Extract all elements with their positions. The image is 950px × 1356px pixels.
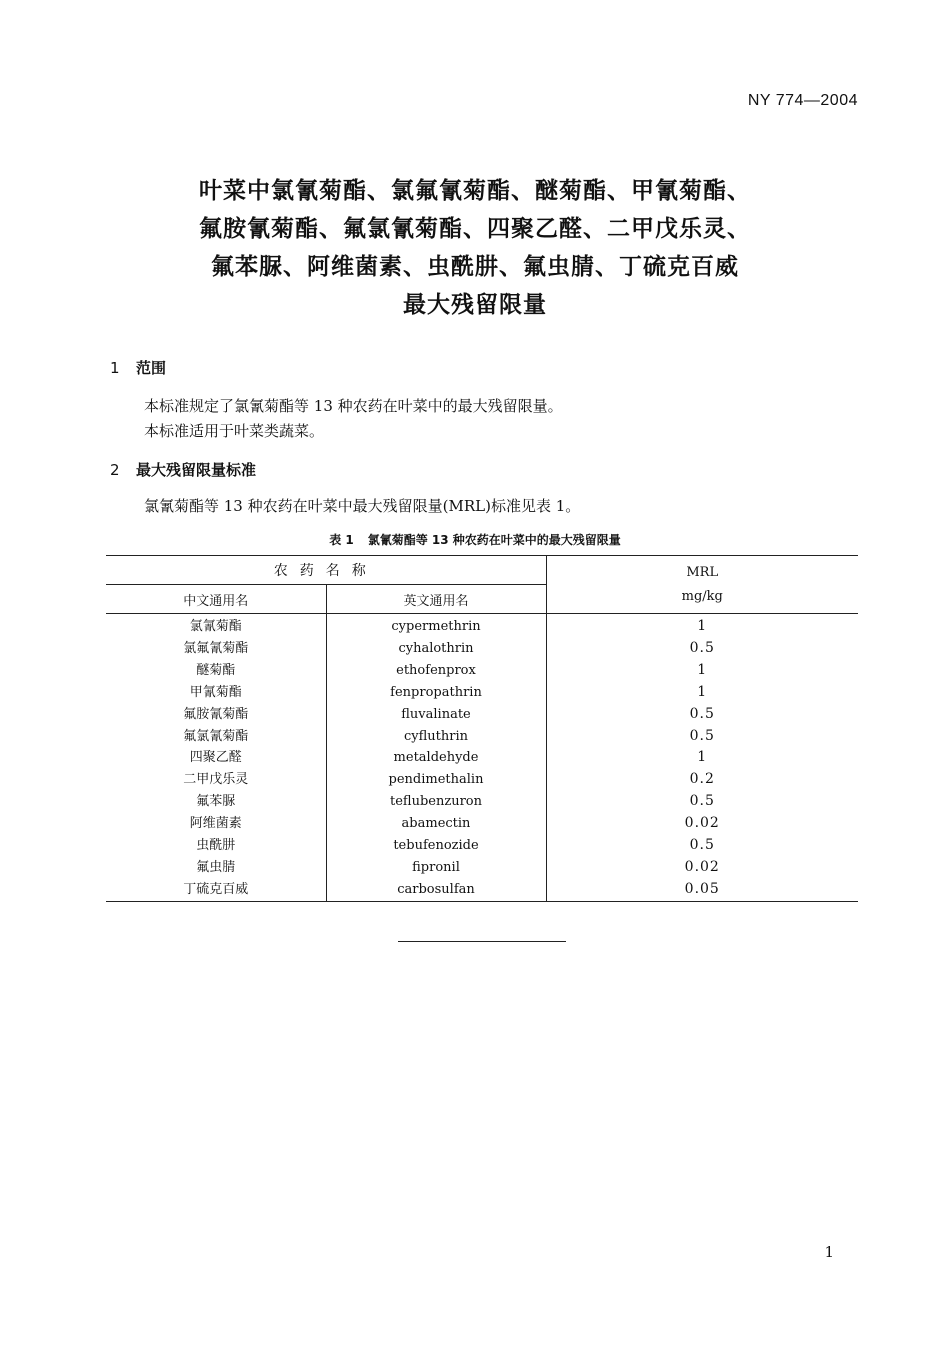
standard-code: NY 774—2004 (747, 92, 858, 109)
chinese-name-cell: 氟苯脲 (106, 791, 326, 813)
chinese-name-cell: 丁硫克百威 (106, 879, 326, 901)
mrl-value-cell: 1 (697, 683, 708, 700)
section-1-paragraph: 本标准适用于叶菜类蔬菜。 (144, 422, 325, 440)
mrl-column-header (546, 556, 858, 614)
section-1-heading (110, 357, 166, 378)
table-row (106, 813, 858, 835)
english-name-cell: carbosulfan (326, 879, 546, 901)
mrl-table (106, 555, 858, 902)
table-row (106, 726, 858, 748)
english-name-column-header: 英文通用名 (326, 585, 546, 614)
section-2-paragraph: 氯氰菊酯等 13 种农药在叶菜中最大残留限量(MRL)标准见表 1。 (144, 497, 581, 515)
english-name-cell: tebufenozide (326, 835, 546, 857)
english-name-cell: cyhalothrin (326, 638, 546, 660)
mrl-value-cell: 0.5 (689, 639, 715, 656)
mrl-value-cell: 1 (697, 618, 708, 634)
english-name-cell: cyfluthrin (326, 726, 546, 748)
table-row (106, 638, 858, 660)
mrl-header-unit: mg/kg (681, 588, 723, 604)
chinese-name-cell: 氟胺氰菊酯 (106, 704, 326, 726)
mrl-value-cell: 0.02 (684, 858, 720, 875)
chinese-name-cell: 虫酰肼 (106, 835, 326, 857)
table-row (106, 704, 858, 726)
title-line: 氟胺氰菊酯、氟氯氰菊酯、四聚乙醛、二甲戊乐灵、 (199, 216, 751, 242)
english-name-cell: fenpropathrin (326, 682, 546, 704)
section-title: 最大残留限量标准 (136, 461, 257, 479)
section-title: 范围 (136, 359, 167, 377)
title-line: 叶菜中氯氰菊酯、氯氟氰菊酯、醚菊酯、甲氰菊酯、 (199, 178, 751, 204)
end-rule (398, 941, 566, 942)
title-line: 氟苯脲、阿维菌素、虫酰肼、氟虫腈、丁硫克百威 (211, 254, 739, 280)
mrl-value-cell: 0.5 (689, 727, 715, 744)
table-caption-text: 氯氰菊酯等 13 种农药在叶菜中的最大残留限量 (367, 533, 621, 547)
mrl-value-cell: 0.05 (546, 879, 858, 901)
chinese-name-cell: 醚菊酯 (106, 660, 326, 682)
table-row (106, 682, 858, 704)
chinese-name-cell: 氯氟氰菊酯 (106, 638, 326, 660)
english-name-cell: pendimethalin (326, 769, 546, 791)
table-row (106, 879, 858, 901)
table-caption (0, 531, 950, 548)
table-row (106, 660, 858, 682)
section-number: 2 (110, 461, 120, 479)
table-caption-label: 表 1 (329, 533, 354, 547)
english-name-cell: abamectin (326, 813, 546, 835)
english-name-cell: ethofenprox (326, 660, 546, 682)
mrl-value-cell: 0.5 (689, 793, 715, 810)
english-name-cell: metaldehyde (326, 747, 546, 769)
chinese-name-cell: 二甲戊乐灵 (106, 769, 326, 791)
table-row (106, 791, 858, 813)
mrl-value-cell: 0.5 (689, 837, 715, 854)
mrl-table-body (106, 614, 858, 902)
mrl-header-label: MRL (686, 564, 719, 580)
english-name-cell: fipronil (326, 857, 546, 879)
chinese-name-cell: 氟氯氰菊酯 (106, 726, 326, 748)
section-number: 1 (110, 359, 120, 377)
mrl-value-cell: 1 (697, 749, 708, 766)
document-title (0, 172, 950, 324)
section-1-paragraph: 本标准规定了氯氰菊酯等 13 种农药在叶菜中的最大残留限量。 (144, 397, 563, 415)
chinese-name-column-header: 中文通用名 (106, 585, 326, 614)
mrl-value-cell: 0.02 (684, 815, 720, 832)
table-row (106, 857, 858, 879)
section-2-heading (110, 459, 256, 480)
table-row (106, 614, 858, 638)
english-name-cell: cypermethrin (326, 614, 546, 638)
chinese-name-cell: 甲氰菊酯 (106, 682, 326, 704)
mrl-value-cell: 1 (697, 661, 708, 678)
mrl-value-cell: 0.2 (689, 771, 715, 788)
page-number: 1 (824, 1243, 834, 1261)
pesticide-name-group-header: 农药名称 (106, 556, 546, 585)
chinese-name-cell: 氯氰菊酯 (106, 614, 326, 638)
english-name-cell: fluvalinate (326, 704, 546, 726)
chinese-name-cell: 氟虫腈 (106, 857, 326, 879)
table-row (106, 769, 858, 791)
english-name-cell: teflubenzuron (326, 791, 546, 813)
mrl-value-cell: 0.5 (689, 705, 715, 722)
table-row (106, 835, 858, 857)
chinese-name-cell: 四聚乙醛 (106, 747, 326, 769)
title-line: 最大残留限量 (403, 292, 547, 318)
table-row (106, 747, 858, 769)
chinese-name-cell: 阿维菌素 (106, 813, 326, 835)
